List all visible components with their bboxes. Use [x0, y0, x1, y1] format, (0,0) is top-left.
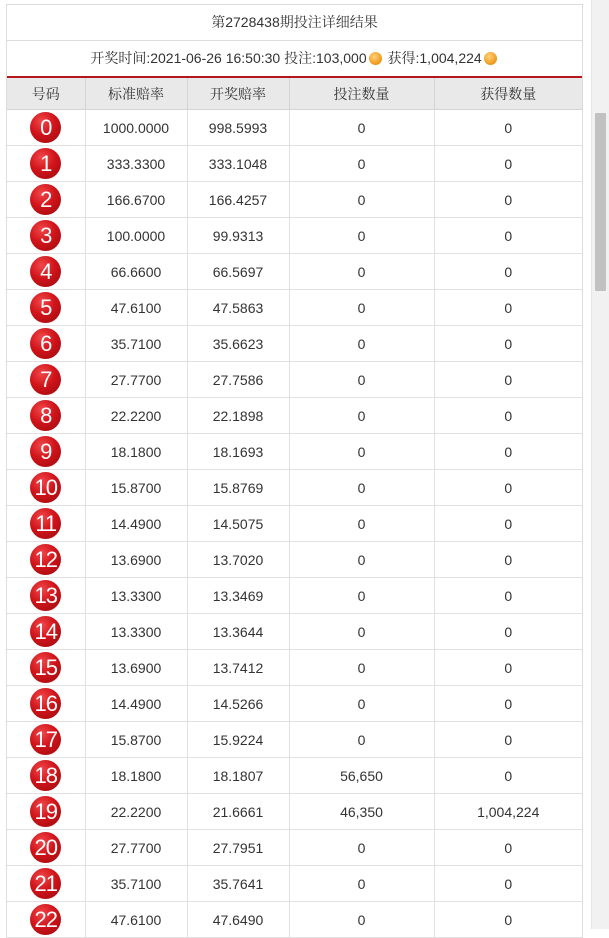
number-cell	[7, 146, 85, 182]
standard-odds-cell: 22.2200	[85, 398, 187, 434]
win-amount-cell: 0	[434, 146, 582, 182]
number-ball: 2	[30, 184, 61, 215]
win-amount-cell: 1,004,224	[434, 794, 582, 830]
table-row	[7, 650, 582, 686]
number-cell	[7, 110, 85, 146]
win-amount-cell: 0	[434, 434, 582, 470]
win-amount-cell: 0	[434, 398, 582, 434]
win-amount-cell: 0	[434, 254, 582, 290]
draw-odds-cell: 99.9313	[187, 218, 289, 254]
standard-odds-cell: 13.6900	[85, 542, 187, 578]
table-row	[7, 866, 582, 902]
bet-amount-cell: 0	[289, 398, 434, 434]
number-cell	[7, 362, 85, 398]
table-row	[7, 182, 582, 218]
table-row	[7, 146, 582, 182]
standard-odds-cell: 15.8700	[85, 470, 187, 506]
bet-amount-cell: 0	[289, 362, 434, 398]
win-amount-cell: 0	[434, 614, 582, 650]
standard-odds-cell: 166.6700	[85, 182, 187, 218]
win-amount-cell: 0	[434, 758, 582, 794]
draw-odds-cell: 27.7586	[187, 362, 289, 398]
standard-odds-cell: 47.6100	[85, 290, 187, 326]
bet-amount-cell: 0	[289, 218, 434, 254]
number-ball: 15	[30, 652, 61, 683]
number-ball: 13	[30, 580, 61, 611]
number-ball: 4	[30, 256, 61, 287]
number-cell	[7, 758, 85, 794]
column-header-bet-amount: 投注数量	[289, 78, 434, 110]
table-row	[7, 758, 582, 794]
bet-amount-cell: 0	[289, 470, 434, 506]
number-ball: 19	[30, 796, 61, 827]
bet-amount-cell: 0	[289, 542, 434, 578]
table-header-row	[7, 78, 582, 110]
number-ball: 0	[30, 112, 61, 143]
table-row	[7, 542, 582, 578]
number-ball: 1	[30, 148, 61, 179]
draw-odds-cell: 333.1048	[187, 146, 289, 182]
number-ball: 11	[30, 508, 61, 539]
bet-amount-cell: 0	[289, 506, 434, 542]
table-row	[7, 218, 582, 254]
table-body	[7, 110, 582, 938]
result-table	[7, 78, 582, 938]
standard-odds-cell: 13.6900	[85, 650, 187, 686]
win-amount-cell: 0	[434, 470, 582, 506]
number-cell	[7, 254, 85, 290]
win-amount-cell: 0	[434, 362, 582, 398]
draw-odds-cell: 47.5863	[187, 290, 289, 326]
standard-odds-cell: 18.1800	[85, 434, 187, 470]
number-cell	[7, 470, 85, 506]
bet-amount-cell: 0	[289, 614, 434, 650]
table-row	[7, 362, 582, 398]
bet-amount-cell: 0	[289, 902, 434, 938]
column-header-number: 号码	[7, 78, 85, 110]
draw-odds-cell: 18.1807	[187, 758, 289, 794]
table-row	[7, 326, 582, 362]
win-amount-cell: 0	[434, 290, 582, 326]
number-cell	[7, 830, 85, 866]
number-cell	[7, 506, 85, 542]
bet-amount-cell: 0	[289, 578, 434, 614]
draw-odds-cell: 13.3469	[187, 578, 289, 614]
number-ball: 6	[30, 328, 61, 359]
draw-odds-cell: 35.7641	[187, 866, 289, 902]
table-row	[7, 794, 582, 830]
bet-amount-cell: 0	[289, 830, 434, 866]
table-row	[7, 614, 582, 650]
draw-odds-cell: 21.6661	[187, 794, 289, 830]
number-ball: 17	[30, 724, 61, 755]
table-row	[7, 110, 582, 146]
standard-odds-cell: 18.1800	[85, 758, 187, 794]
number-ball: 3	[30, 220, 61, 251]
table-row	[7, 290, 582, 326]
bet-amount-cell: 46,350	[289, 794, 434, 830]
coin-icon	[369, 52, 382, 65]
number-cell	[7, 218, 85, 254]
win-amount-cell: 0	[434, 830, 582, 866]
draw-odds-cell: 66.5697	[187, 254, 289, 290]
standard-odds-cell: 35.7100	[85, 326, 187, 362]
standard-odds-cell: 13.3300	[85, 614, 187, 650]
column-header-draw-odds: 开奖赔率	[187, 78, 289, 110]
bet-amount-cell: 0	[289, 434, 434, 470]
number-cell	[7, 794, 85, 830]
standard-odds-cell: 100.0000	[85, 218, 187, 254]
standard-odds-cell: 14.4900	[85, 686, 187, 722]
win-amount-cell: 0	[434, 866, 582, 902]
draw-time: 开奖时间:2021-06-26 16:50:30	[90, 50, 281, 66]
number-ball: 16	[30, 688, 61, 719]
standard-odds-cell: 22.2200	[85, 794, 187, 830]
number-ball: 20	[30, 832, 61, 863]
vertical-scrollbar[interactable]	[591, 0, 609, 929]
bet-amount-cell: 0	[289, 182, 434, 218]
number-cell	[7, 182, 85, 218]
win-total: 获得:1,004,224	[387, 50, 482, 66]
number-cell	[7, 686, 85, 722]
win-amount-cell: 0	[434, 578, 582, 614]
column-header-standard-odds: 标准赔率	[85, 78, 187, 110]
table-row	[7, 902, 582, 938]
win-amount-cell: 0	[434, 722, 582, 758]
win-amount-cell: 0	[434, 506, 582, 542]
column-header-win-amount: 获得数量	[434, 78, 582, 110]
number-cell	[7, 902, 85, 938]
bet-amount-cell: 56,650	[289, 758, 434, 794]
table-row	[7, 686, 582, 722]
bet-result-panel	[6, 4, 583, 938]
number-ball: 8	[30, 400, 61, 431]
table-row	[7, 578, 582, 614]
number-ball: 18	[30, 760, 61, 791]
number-cell	[7, 614, 85, 650]
bet-amount-cell: 0	[289, 686, 434, 722]
win-amount-cell: 0	[434, 326, 582, 362]
standard-odds-cell: 1000.0000	[85, 110, 187, 146]
draw-odds-cell: 15.9224	[187, 722, 289, 758]
number-ball: 9	[30, 436, 61, 467]
draw-odds-cell: 13.3644	[187, 614, 289, 650]
number-ball: 21	[30, 868, 61, 899]
table-row	[7, 470, 582, 506]
standard-odds-cell: 66.6600	[85, 254, 187, 290]
standard-odds-cell: 27.7700	[85, 362, 187, 398]
draw-summary	[7, 41, 582, 78]
table-row	[7, 398, 582, 434]
number-cell	[7, 866, 85, 902]
draw-odds-cell: 14.5075	[187, 506, 289, 542]
number-cell	[7, 434, 85, 470]
standard-odds-cell: 15.8700	[85, 722, 187, 758]
table-row	[7, 254, 582, 290]
number-cell	[7, 326, 85, 362]
bet-amount-cell: 0	[289, 146, 434, 182]
page-title: 第2728438期投注详细结果	[7, 4, 582, 41]
draw-odds-cell: 998.5993	[187, 110, 289, 146]
draw-odds-cell: 14.5266	[187, 686, 289, 722]
bet-amount-cell: 0	[289, 866, 434, 902]
table-row	[7, 722, 582, 758]
win-amount-cell: 0	[434, 902, 582, 938]
bet-amount-cell: 0	[289, 290, 434, 326]
standard-odds-cell: 13.3300	[85, 578, 187, 614]
draw-odds-cell: 13.7412	[187, 650, 289, 686]
number-cell	[7, 542, 85, 578]
standard-odds-cell: 14.4900	[85, 506, 187, 542]
number-cell	[7, 722, 85, 758]
number-cell	[7, 398, 85, 434]
draw-odds-cell: 18.1693	[187, 434, 289, 470]
draw-odds-cell: 35.6623	[187, 326, 289, 362]
win-amount-cell: 0	[434, 182, 582, 218]
win-amount-cell: 0	[434, 542, 582, 578]
bet-amount-cell: 0	[289, 254, 434, 290]
win-amount-cell: 0	[434, 650, 582, 686]
bet-total: 投注:103,000	[284, 50, 367, 66]
number-cell	[7, 650, 85, 686]
standard-odds-cell: 35.7100	[85, 866, 187, 902]
standard-odds-cell: 333.3300	[85, 146, 187, 182]
number-cell	[7, 290, 85, 326]
bet-amount-cell: 0	[289, 650, 434, 686]
number-ball: 14	[30, 616, 61, 647]
win-amount-cell: 0	[434, 218, 582, 254]
draw-odds-cell: 166.4257	[187, 182, 289, 218]
number-ball: 12	[30, 544, 61, 575]
bet-amount-cell: 0	[289, 326, 434, 362]
bet-amount-cell: 0	[289, 110, 434, 146]
draw-odds-cell: 15.8769	[187, 470, 289, 506]
standard-odds-cell: 27.7700	[85, 830, 187, 866]
win-amount-cell: 0	[434, 686, 582, 722]
draw-odds-cell: 47.6490	[187, 902, 289, 938]
table-row	[7, 434, 582, 470]
bet-amount-cell: 0	[289, 722, 434, 758]
coin-icon	[484, 52, 497, 65]
number-ball: 22	[30, 904, 61, 935]
number-ball: 5	[30, 292, 61, 323]
draw-odds-cell: 22.1898	[187, 398, 289, 434]
draw-odds-cell: 13.7020	[187, 542, 289, 578]
standard-odds-cell: 47.6100	[85, 902, 187, 938]
table-row	[7, 506, 582, 542]
win-amount-cell: 0	[434, 110, 582, 146]
table-row	[7, 830, 582, 866]
number-ball: 7	[30, 364, 61, 395]
draw-odds-cell: 27.7951	[187, 830, 289, 866]
scrollbar-thumb[interactable]	[595, 113, 606, 291]
number-ball: 10	[30, 472, 61, 503]
number-cell	[7, 578, 85, 614]
